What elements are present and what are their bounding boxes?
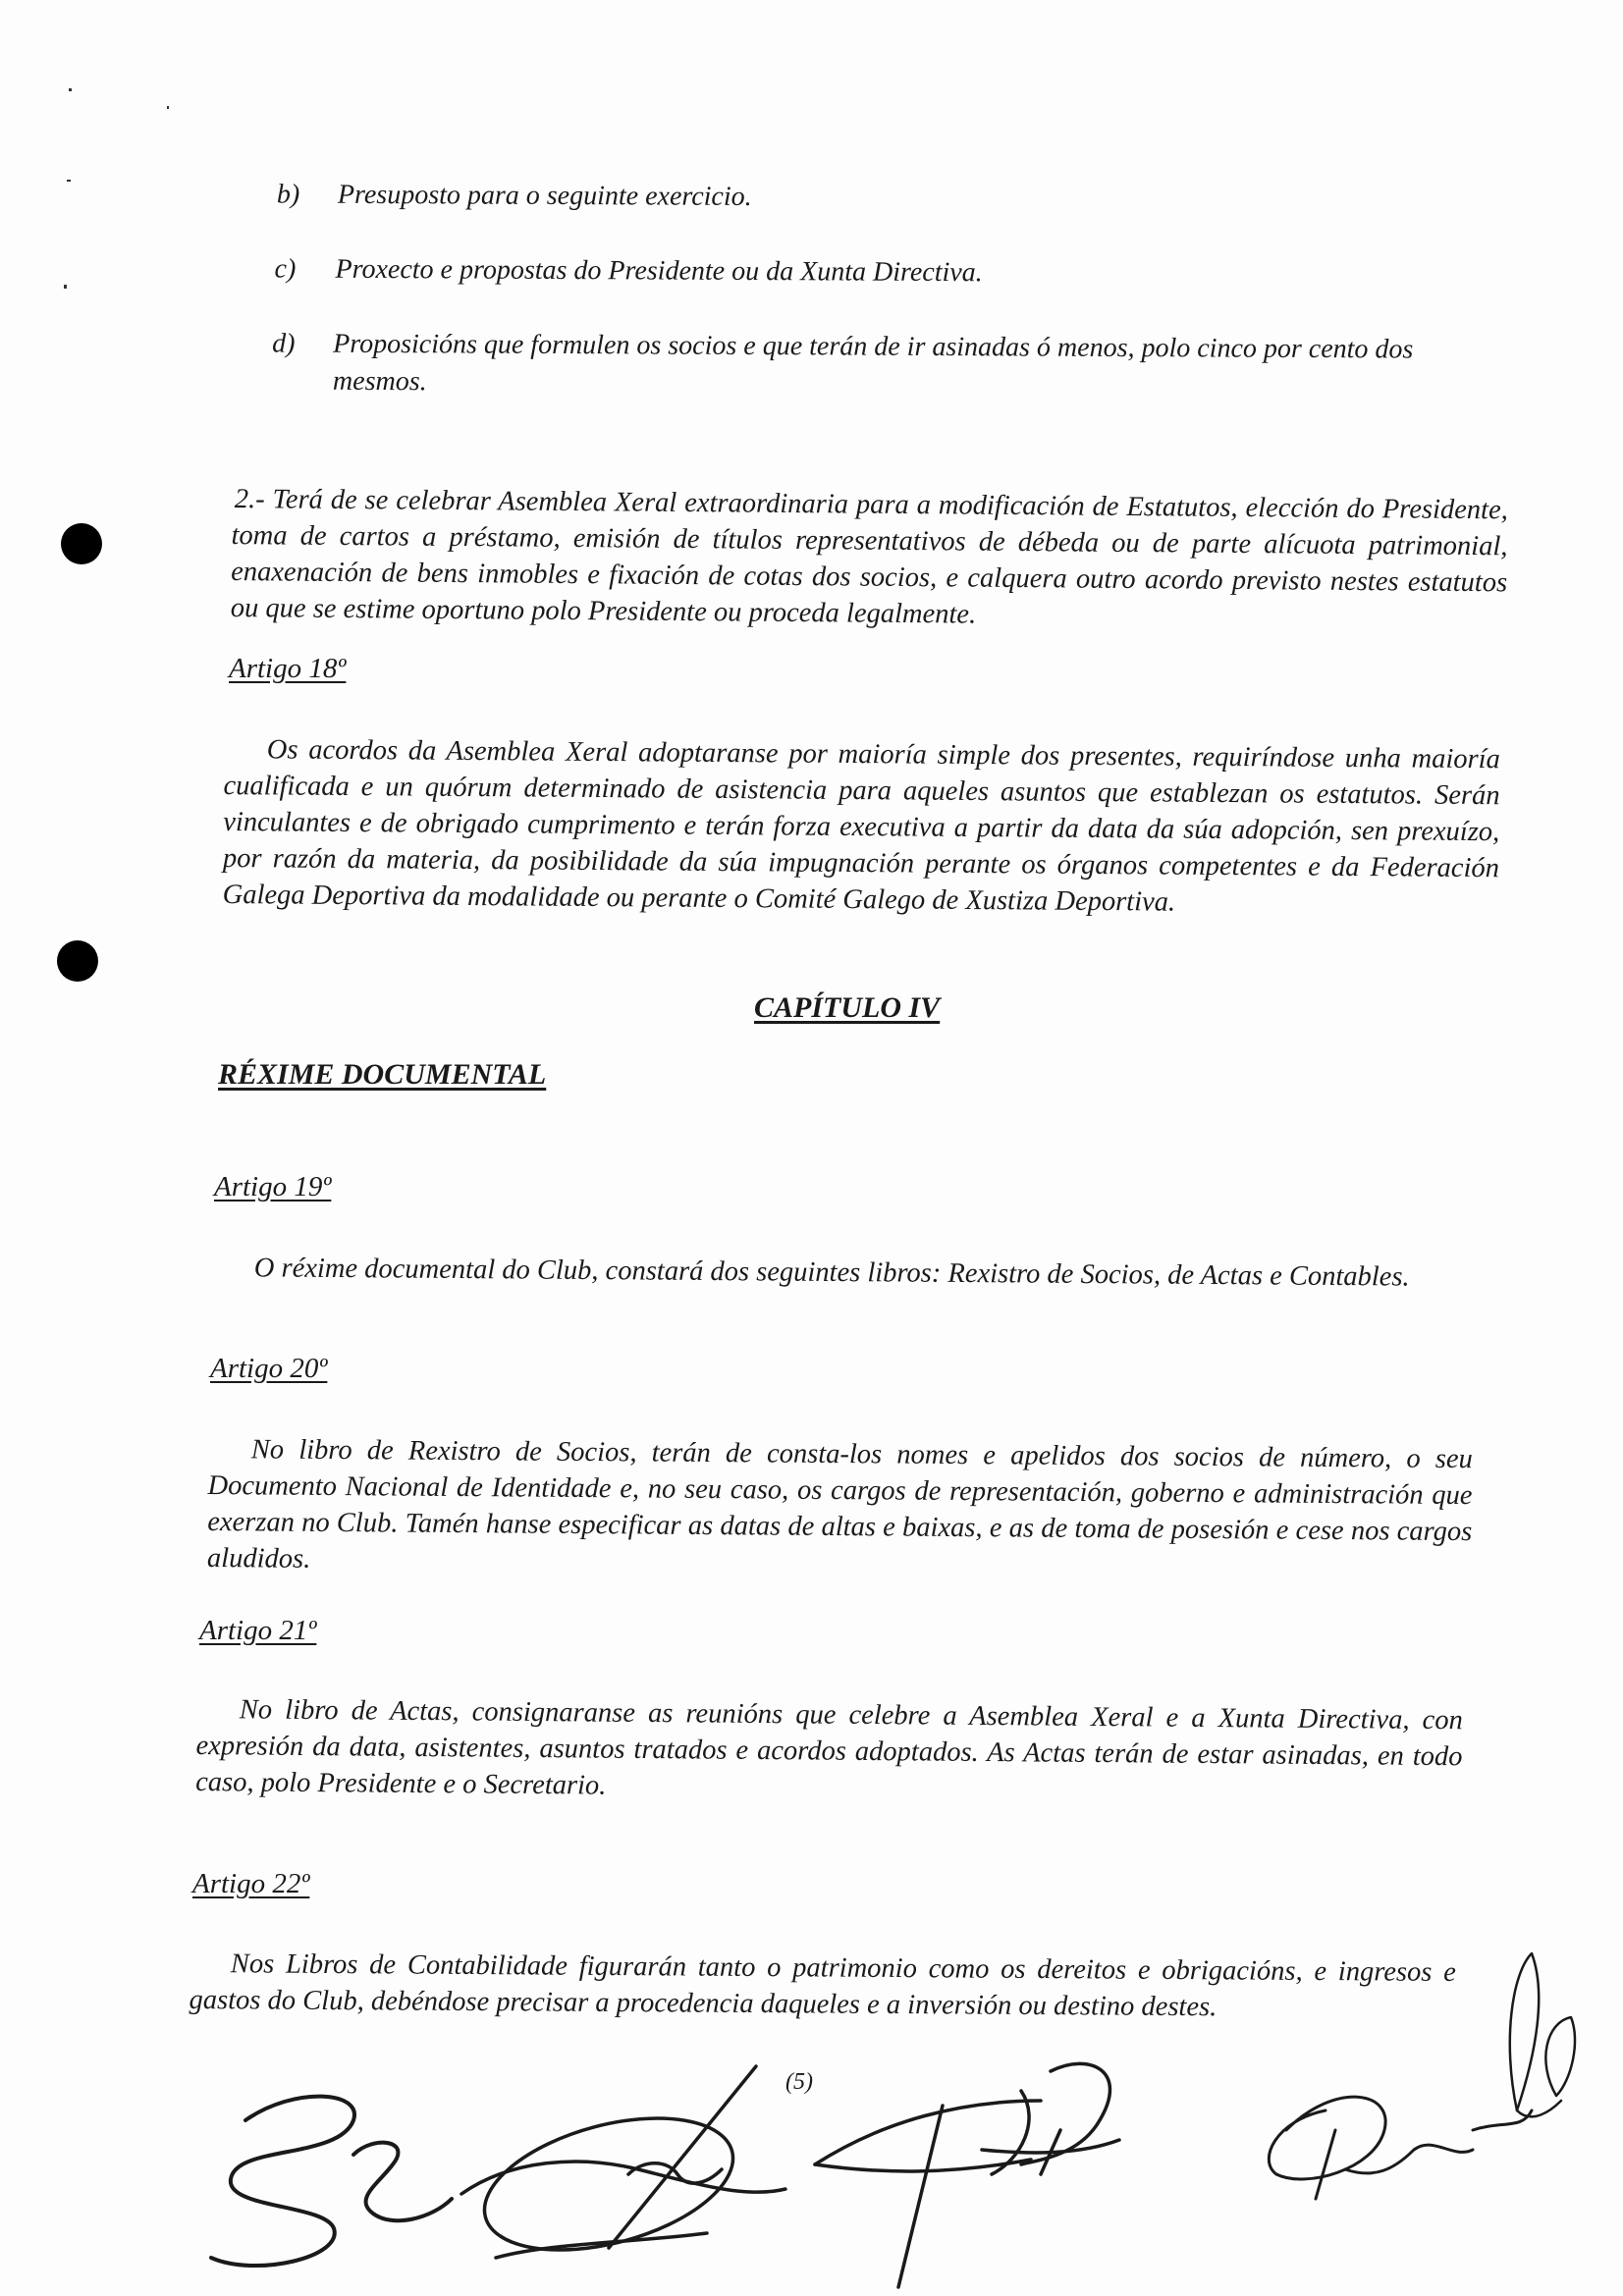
chapter-title: CAPÍTULO IV [754,991,941,1024]
signature-2 [461,2066,785,2274]
signature-1 [211,2097,452,2266]
article-19-text: O réxime documental do Club, constará dos seguintes libros: Rexistro de Socios, de Actas e Contables. [253,1253,1410,1293]
article-18-heading: Artigo 18º [229,653,347,684]
signature-3 [815,2063,1119,2287]
list-item-label: c) [274,253,297,285]
page-number: (5) [785,2069,813,2095]
list-item-label: b) [276,179,300,210]
list-item-text: Proposicións que formulen os socios e que terán de ir asinadas ó menos, polo cinco por cento dos mesmos. [332,328,1414,398]
article-21-heading: Artigo 21º [199,1615,317,1646]
signature-4 [1269,2097,1532,2199]
chapter-subtitle: RÉXIME DOCUMENTAL [218,1058,547,1091]
list-item-label: d) [272,328,296,359]
article-19-heading: Artigo 19º [214,1171,332,1202]
article-18-text: Os acordos da Asemblea Xeral adoptaranse por maioría simple dos presentes, requiríndose unha maioría cualificada e un quórum determinado de asistencia para aqueles asuntos que establezan os estatutos. Serán vinculantes e de obrigado cumprimento e terán forza executiva a partir da data da súa adopción, sen prexuízo, por razón da materia, da posibilidade da súa impugnación perante os órganos competentes e da Federación Galega Deportiva da modalidade ou perante o Comité Galego de Xustiza Deportiva. [222,734,1500,918]
list-item-text: Presuposto para o seguinte exercicio. [337,179,752,213]
article-20-heading: Artigo 20º [210,1353,328,1384]
article-22-text: Nos Libros de Contabilidade figurarán tanto o patrimonio como os dereitos e obrigacións, e ingresos e gastos do Club, debéndose precisar a procedencia daqueles e a inversión ou destino destes. [189,1949,1456,2023]
article-21-text: No libro de Actas, consignaranse as reunións que celebre a Asemblea Xeral e a Xunta Directiva, con expresión da data, asistentes, asuntos tratados e acordos adoptados. As Actas terán de estar asinadas, en todo caso, polo Presidente e o Secretario. [195,1694,1463,1801]
paragraph-2: 2.- Terá de se celebrar Asemblea Xeral extraordinaria para a modificación de Estatutos, elección do Presidente, toma de cartos a préstamo, emisión de títulos representativos de débeda ou de parte alícuota patrimonial, enaxenación de bens inmobles e fixación de cotas dos socios, e calquera outro acordo previsto nestes estatutos ou que se estime oportuno polo Presidente ou proceda legalmente. [230,484,1508,630]
article-20-text: No libro de Rexistro de Socios, terán de consta-los nomes e apelidos dos socios de número, o seu Documento Nacional de Identidade e, no seu caso, os cargos de representación, goberno e administración que exerzan no Club. Tamén hanse especificar as datas de altas e baixas, e as de toma de posesión e cese nos cargos aludidos. [206,1434,1473,1575]
list-item-text: Proxecto e propostas do Presidente ou da Xunta Directiva. [335,253,983,289]
article-22-heading: Artigo 22º [192,1868,310,1899]
signature-5 [1510,1953,1575,2116]
